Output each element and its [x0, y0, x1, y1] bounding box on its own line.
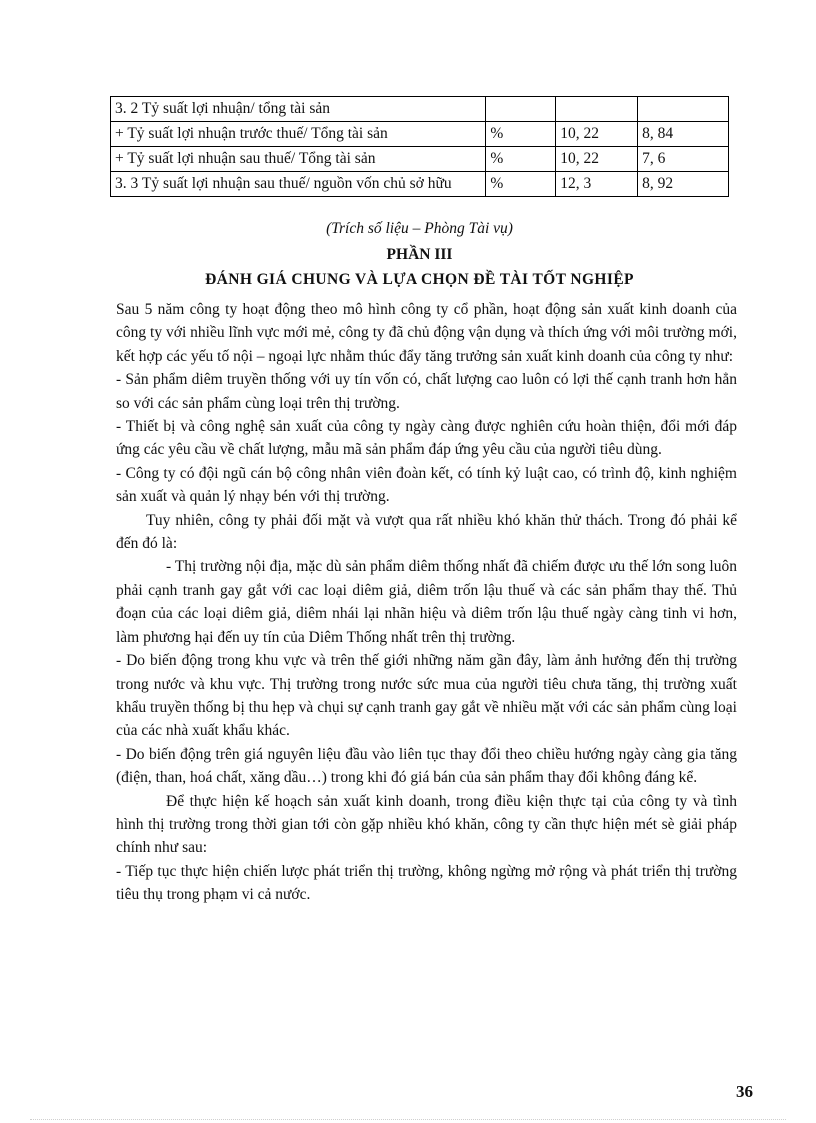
table-cell-value-2: 8, 84	[638, 122, 729, 147]
page-bottom-divider	[30, 1119, 786, 1120]
table-row	[111, 172, 729, 197]
table-cell-value-1: 12, 3	[556, 172, 638, 197]
table-cell-label: 3. 3 Tỷ suất lợi nhuận sau thuế/ nguồn vốn chủ sở hữu	[111, 172, 486, 197]
bullet-paragraph: - Tiếp tục thực hiện chiến lược phát triển thị trường, không ngừng mở rộng và phát triển thị trường tiêu thụ trong phạm vi cả nước.	[116, 862, 737, 904]
table-cell-label: + Tỷ suất lợi nhuận trước thuế/ Tổng tài sản	[111, 122, 486, 147]
body-text	[116, 298, 737, 907]
table-cell-label: + Tỷ suất lợi nhuận sau thuế/ Tổng tài sản	[111, 147, 486, 172]
table-cell-unit	[486, 97, 556, 122]
table-cell-unit: %	[486, 147, 556, 172]
table-cell-value-2: 8, 92	[638, 172, 729, 197]
table-cell-unit: %	[486, 172, 556, 197]
bullet-paragraph: - Do biến động trên giá nguyên liệu đầu vào liên tục thay đổi theo chiều hướng ngày càng gia tăng (điện, than, hoá chất, xăng dầu…) trong khi đó giá bán của sản phẩm thay đổi không đáng kể.	[116, 745, 737, 787]
bullet-paragraph: - Thị trường nội địa, mặc dù sản phẩm diêm thống nhất đã chiếm được ưu thế lớn song luôn phải cạnh tranh gay gắt với cac loại diêm giả, diêm trốn lậu thuế và các sản phẩm thay thế. Thủ đoạn của các loại diêm giả, diêm nhái lại nhãn hiệu và diêm trốn lậu thuế ngày càng tinh vi hơn, làm phương hại đến uy tín của Diêm Thống nhất trên thị trường.	[116, 558, 737, 646]
table-cell-label: 3. 2 Tỷ suất lợi nhuận/ tổng tài sản	[111, 97, 486, 122]
bullet-paragraph: - Thiết bị và công nghệ sản xuất của công ty ngày càng được nghiên cứu hoàn thiện, đổi mới đáp ứng các yêu cầu về chất lượng, mẫu mã sản phẩm đáp ứng yêu cầu của người tiêu dùng.	[116, 418, 737, 459]
table-cell-value-1: 10, 22	[556, 147, 638, 172]
paragraph: Để thực hiện kế hoạch sản xuất kinh doanh, trong điều kiện thực tại của công ty và tình hình thị trường trong thời gian tới còn gặp nhiều khó khăn, công ty cần thực hiện mét sè giải pháp chính như sau:	[116, 792, 737, 857]
table-cell-unit: %	[486, 122, 556, 147]
paragraph: Tuy nhiên, công ty phải đối mặt và vượt qua rất nhiều khó khăn thử thách. Trong đó phải kể đến đó là:	[116, 511, 737, 553]
part-heading: PHẦN III	[386, 246, 453, 263]
table-cell-value-2	[638, 97, 729, 122]
financial-ratio-table	[110, 96, 729, 197]
section-title: ĐÁNH GIÁ CHUNG VÀ LỰA CHỌN ĐỀ TÀI TỐT NGHIỆP	[205, 271, 634, 288]
bullet-paragraph: - Sản phẩm diêm truyền thống với uy tín vốn có, chất lượng cao luôn có lợi thế cạnh tranh hơn hẳn so với các sản phẩm cùng loại trên thị trường.	[116, 371, 737, 412]
bullet-paragraph: - Công ty có đội ngũ cán bộ công nhân viên đoàn kết, có tính kỷ luật cao, có trình độ, kinh nghiệm sản xuất và quản lý nhạy bén với thị trường.	[116, 464, 737, 506]
table-cell-value-2: 7, 6	[638, 147, 729, 172]
paragraph: Sau 5 năm công ty hoạt động theo mô hình công ty cổ phần, hoạt động sản xuất kinh doanh của công ty với nhiều lĩnh vực mới mẻ, công ty đã chủ động vận dụng và thích ứng với môi trường mới, kết hợp các yếu tố nội – ngoại lực nhằm thúc đẩy tăng trưởng sản xuất kinh doanh của công ty như:	[116, 301, 737, 365]
table-cell-value-1	[556, 97, 638, 122]
table-cell-value-1: 10, 22	[556, 122, 638, 147]
table-row	[111, 97, 729, 122]
table-row	[111, 147, 729, 172]
table-row	[111, 122, 729, 147]
page-number: 36	[736, 1082, 753, 1101]
table-source-note: (Trích số liệu – Phòng Tài vụ)	[326, 220, 513, 237]
bullet-paragraph: - Do biến động trong khu vực và trên thế giới những năm gần đây, làm ảnh hưởng đến thị trường trong nước và khu vực. Thị trường trong nước sức mua của người tiêu chưa tăng, thị trường xuất khẩu truyền thống bị thu hẹp và chụi sự cạnh tranh gay gắt về nhiều mặt với các sản phẩm cùng loại của các nhà xuất khẩu khác.	[116, 652, 737, 740]
